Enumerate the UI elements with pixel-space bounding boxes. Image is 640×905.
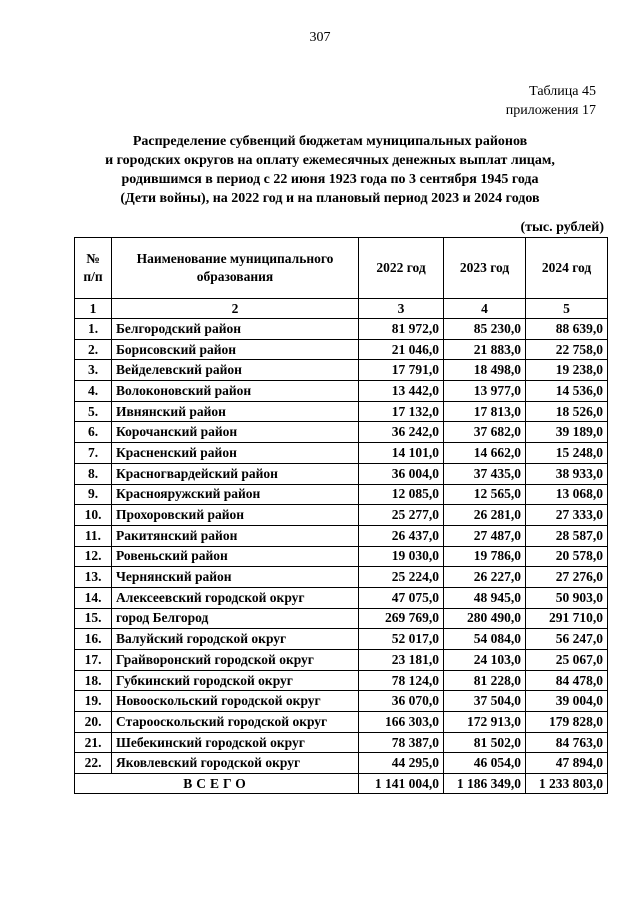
header-2022: 2022 год [359,238,444,299]
value-2022: 44 295,0 [359,753,444,774]
value-2023: 48 945,0 [444,587,526,608]
total-label: ВСЕГО [75,774,359,794]
value-2024: 38 933,0 [526,463,608,484]
table-row [75,463,608,484]
value-2023: 26 281,0 [444,505,526,526]
row-number: 22. [75,753,112,774]
table-row [75,319,608,340]
value-2023: 14 662,0 [444,443,526,464]
table-row [75,629,608,650]
municipality-name: Вейделевский район [112,360,359,381]
row-number: 3. [75,360,112,381]
value-2023: 27 487,0 [444,525,526,546]
value-2024: 14 536,0 [526,381,608,402]
value-2022: 12 085,0 [359,484,444,505]
column-index: 3 [359,299,444,319]
subvention-table [74,237,608,794]
row-number: 6. [75,422,112,443]
municipality-name: Корочанский район [112,422,359,443]
value-2023: 37 682,0 [444,422,526,443]
value-2022: 78 387,0 [359,732,444,753]
municipality-name: Грайворонский городской округ [112,650,359,671]
value-2023: 18 498,0 [444,360,526,381]
row-number: 8. [75,463,112,484]
value-2023: 172 913,0 [444,712,526,733]
table-body [75,299,608,774]
value-2024: 19 238,0 [526,360,608,381]
value-2023: 85 230,0 [444,319,526,340]
value-2023: 280 490,0 [444,608,526,629]
table-row [75,650,608,671]
municipality-name: Валуйский городской округ [112,629,359,650]
table-row [75,484,608,505]
value-2024: 28 587,0 [526,525,608,546]
table-row [75,732,608,753]
row-number: 16. [75,629,112,650]
value-2022: 36 070,0 [359,691,444,712]
municipality-name: Прохоровский район [112,505,359,526]
value-2023: 37 435,0 [444,463,526,484]
total-row [75,774,608,794]
row-number: 18. [75,670,112,691]
table-row [75,546,608,567]
row-number: 2. [75,339,112,360]
table-row [75,587,608,608]
municipality-name: Чернянский район [112,567,359,588]
row-number: 5. [75,401,112,422]
table-row [75,670,608,691]
document-title [60,132,600,208]
municipality-name: Волоконовский район [112,381,359,402]
value-2022: 47 075,0 [359,587,444,608]
value-2024: 56 247,0 [526,629,608,650]
value-2022: 25 224,0 [359,567,444,588]
value-2024: 27 333,0 [526,505,608,526]
table-row [75,339,608,360]
table-row [75,505,608,526]
row-number: 21. [75,732,112,753]
table-reference [506,82,596,120]
value-2022: 14 101,0 [359,443,444,464]
value-2023: 19 786,0 [444,546,526,567]
value-2024: 18 526,0 [526,401,608,422]
value-2024: 22 758,0 [526,339,608,360]
municipality-name: Борисовский район [112,339,359,360]
header-2024: 2024 год [526,238,608,299]
row-number: 14. [75,587,112,608]
units-label: (тыс. рублей) [520,220,604,235]
value-2022: 52 017,0 [359,629,444,650]
value-2022: 26 437,0 [359,525,444,546]
column-index: 5 [526,299,608,319]
value-2024: 84 763,0 [526,732,608,753]
column-index: 1 [75,299,112,319]
row-number: 19. [75,691,112,712]
value-2023: 13 977,0 [444,381,526,402]
value-2022: 36 242,0 [359,422,444,443]
municipality-name: Красненский район [112,443,359,464]
value-2024: 39 189,0 [526,422,608,443]
value-2022: 17 791,0 [359,360,444,381]
row-number: 10. [75,505,112,526]
table-row [75,381,608,402]
table-reference-line1: Таблица 45 [529,84,596,99]
header-name: Наименование муниципального образования [112,238,359,299]
municipality-name: Шебекинский городской округ [112,732,359,753]
value-2024: 88 639,0 [526,319,608,340]
header-row [75,238,608,299]
row-number: 15. [75,608,112,629]
value-2022: 19 030,0 [359,546,444,567]
row-number: 12. [75,546,112,567]
value-2022: 17 132,0 [359,401,444,422]
title-line-1: Распределение субвенций бюджетам муниципальных районов [132,134,528,149]
value-2022: 78 124,0 [359,670,444,691]
value-2023: 24 103,0 [444,650,526,671]
municipality-name: Старооскольский городской округ [112,712,359,733]
row-number: 7. [75,443,112,464]
title-line-2: и городских округов на оплату ежемесячных денежных выплат лицам, [105,153,555,168]
value-2024: 50 903,0 [526,587,608,608]
column-index: 2 [112,299,359,319]
value-2022: 166 303,0 [359,712,444,733]
municipality-name: Краснояружский район [112,484,359,505]
municipality-name: Новооскольский городской округ [112,691,359,712]
value-2023: 46 054,0 [444,753,526,774]
title-line-3: родившимся в период с 22 июня 1923 года по 3 сентября 1945 года [121,172,539,187]
municipality-name: Белгородский район [112,319,359,340]
table-row [75,401,608,422]
value-2022: 25 277,0 [359,505,444,526]
row-number: 20. [75,712,112,733]
value-2024: 25 067,0 [526,650,608,671]
table-row [75,525,608,546]
value-2023: 54 084,0 [444,629,526,650]
value-2024: 291 710,0 [526,608,608,629]
value-2024: 20 578,0 [526,546,608,567]
table-row [75,567,608,588]
table-row [75,360,608,381]
header-2023: 2023 год [444,238,526,299]
header-num: № п/п [75,238,112,299]
column-index: 4 [444,299,526,319]
row-number: 9. [75,484,112,505]
municipality-name: Красногвардейский район [112,463,359,484]
total-2023: 1 186 349,0 [444,774,526,794]
row-number: 11. [75,525,112,546]
table-row [75,608,608,629]
value-2022: 23 181,0 [359,650,444,671]
total-2024: 1 233 803,0 [526,774,608,794]
table-row [75,422,608,443]
value-2024: 39 004,0 [526,691,608,712]
value-2022: 13 442,0 [359,381,444,402]
value-2022: 81 972,0 [359,319,444,340]
table-row [75,753,608,774]
value-2024: 84 478,0 [526,670,608,691]
value-2023: 81 228,0 [444,670,526,691]
value-2022: 36 004,0 [359,463,444,484]
value-2023: 37 504,0 [444,691,526,712]
value-2024: 15 248,0 [526,443,608,464]
value-2023: 81 502,0 [444,732,526,753]
row-number: 13. [75,567,112,588]
value-2022: 21 046,0 [359,339,444,360]
municipality-name: Ровеньский район [112,546,359,567]
row-number: 4. [75,381,112,402]
value-2024: 27 276,0 [526,567,608,588]
title-line-4: (Дети войны), на 2022 год и на плановый период 2023 и 2024 годов [120,191,540,206]
table-reference-line2: приложения 17 [505,103,596,118]
page-number: 307 [309,30,331,45]
row-number: 1. [75,319,112,340]
value-2023: 21 883,0 [444,339,526,360]
value-2024: 47 894,0 [526,753,608,774]
municipality-name: Ракитянский район [112,525,359,546]
municipality-name: город Белгород [112,608,359,629]
table-row [75,691,608,712]
value-2024: 13 068,0 [526,484,608,505]
total-2022: 1 141 004,0 [359,774,444,794]
value-2023: 17 813,0 [444,401,526,422]
value-2022: 269 769,0 [359,608,444,629]
municipality-name: Губкинский городской округ [112,670,359,691]
municipality-name: Алексеевский городской округ [112,587,359,608]
column-index-row [75,299,608,319]
table-row [75,443,608,464]
table-row [75,712,608,733]
value-2024: 179 828,0 [526,712,608,733]
value-2023: 26 227,0 [444,567,526,588]
value-2023: 12 565,0 [444,484,526,505]
municipality-name: Яковлевский городской округ [112,753,359,774]
municipality-name: Ивнянский район [112,401,359,422]
row-number: 17. [75,650,112,671]
